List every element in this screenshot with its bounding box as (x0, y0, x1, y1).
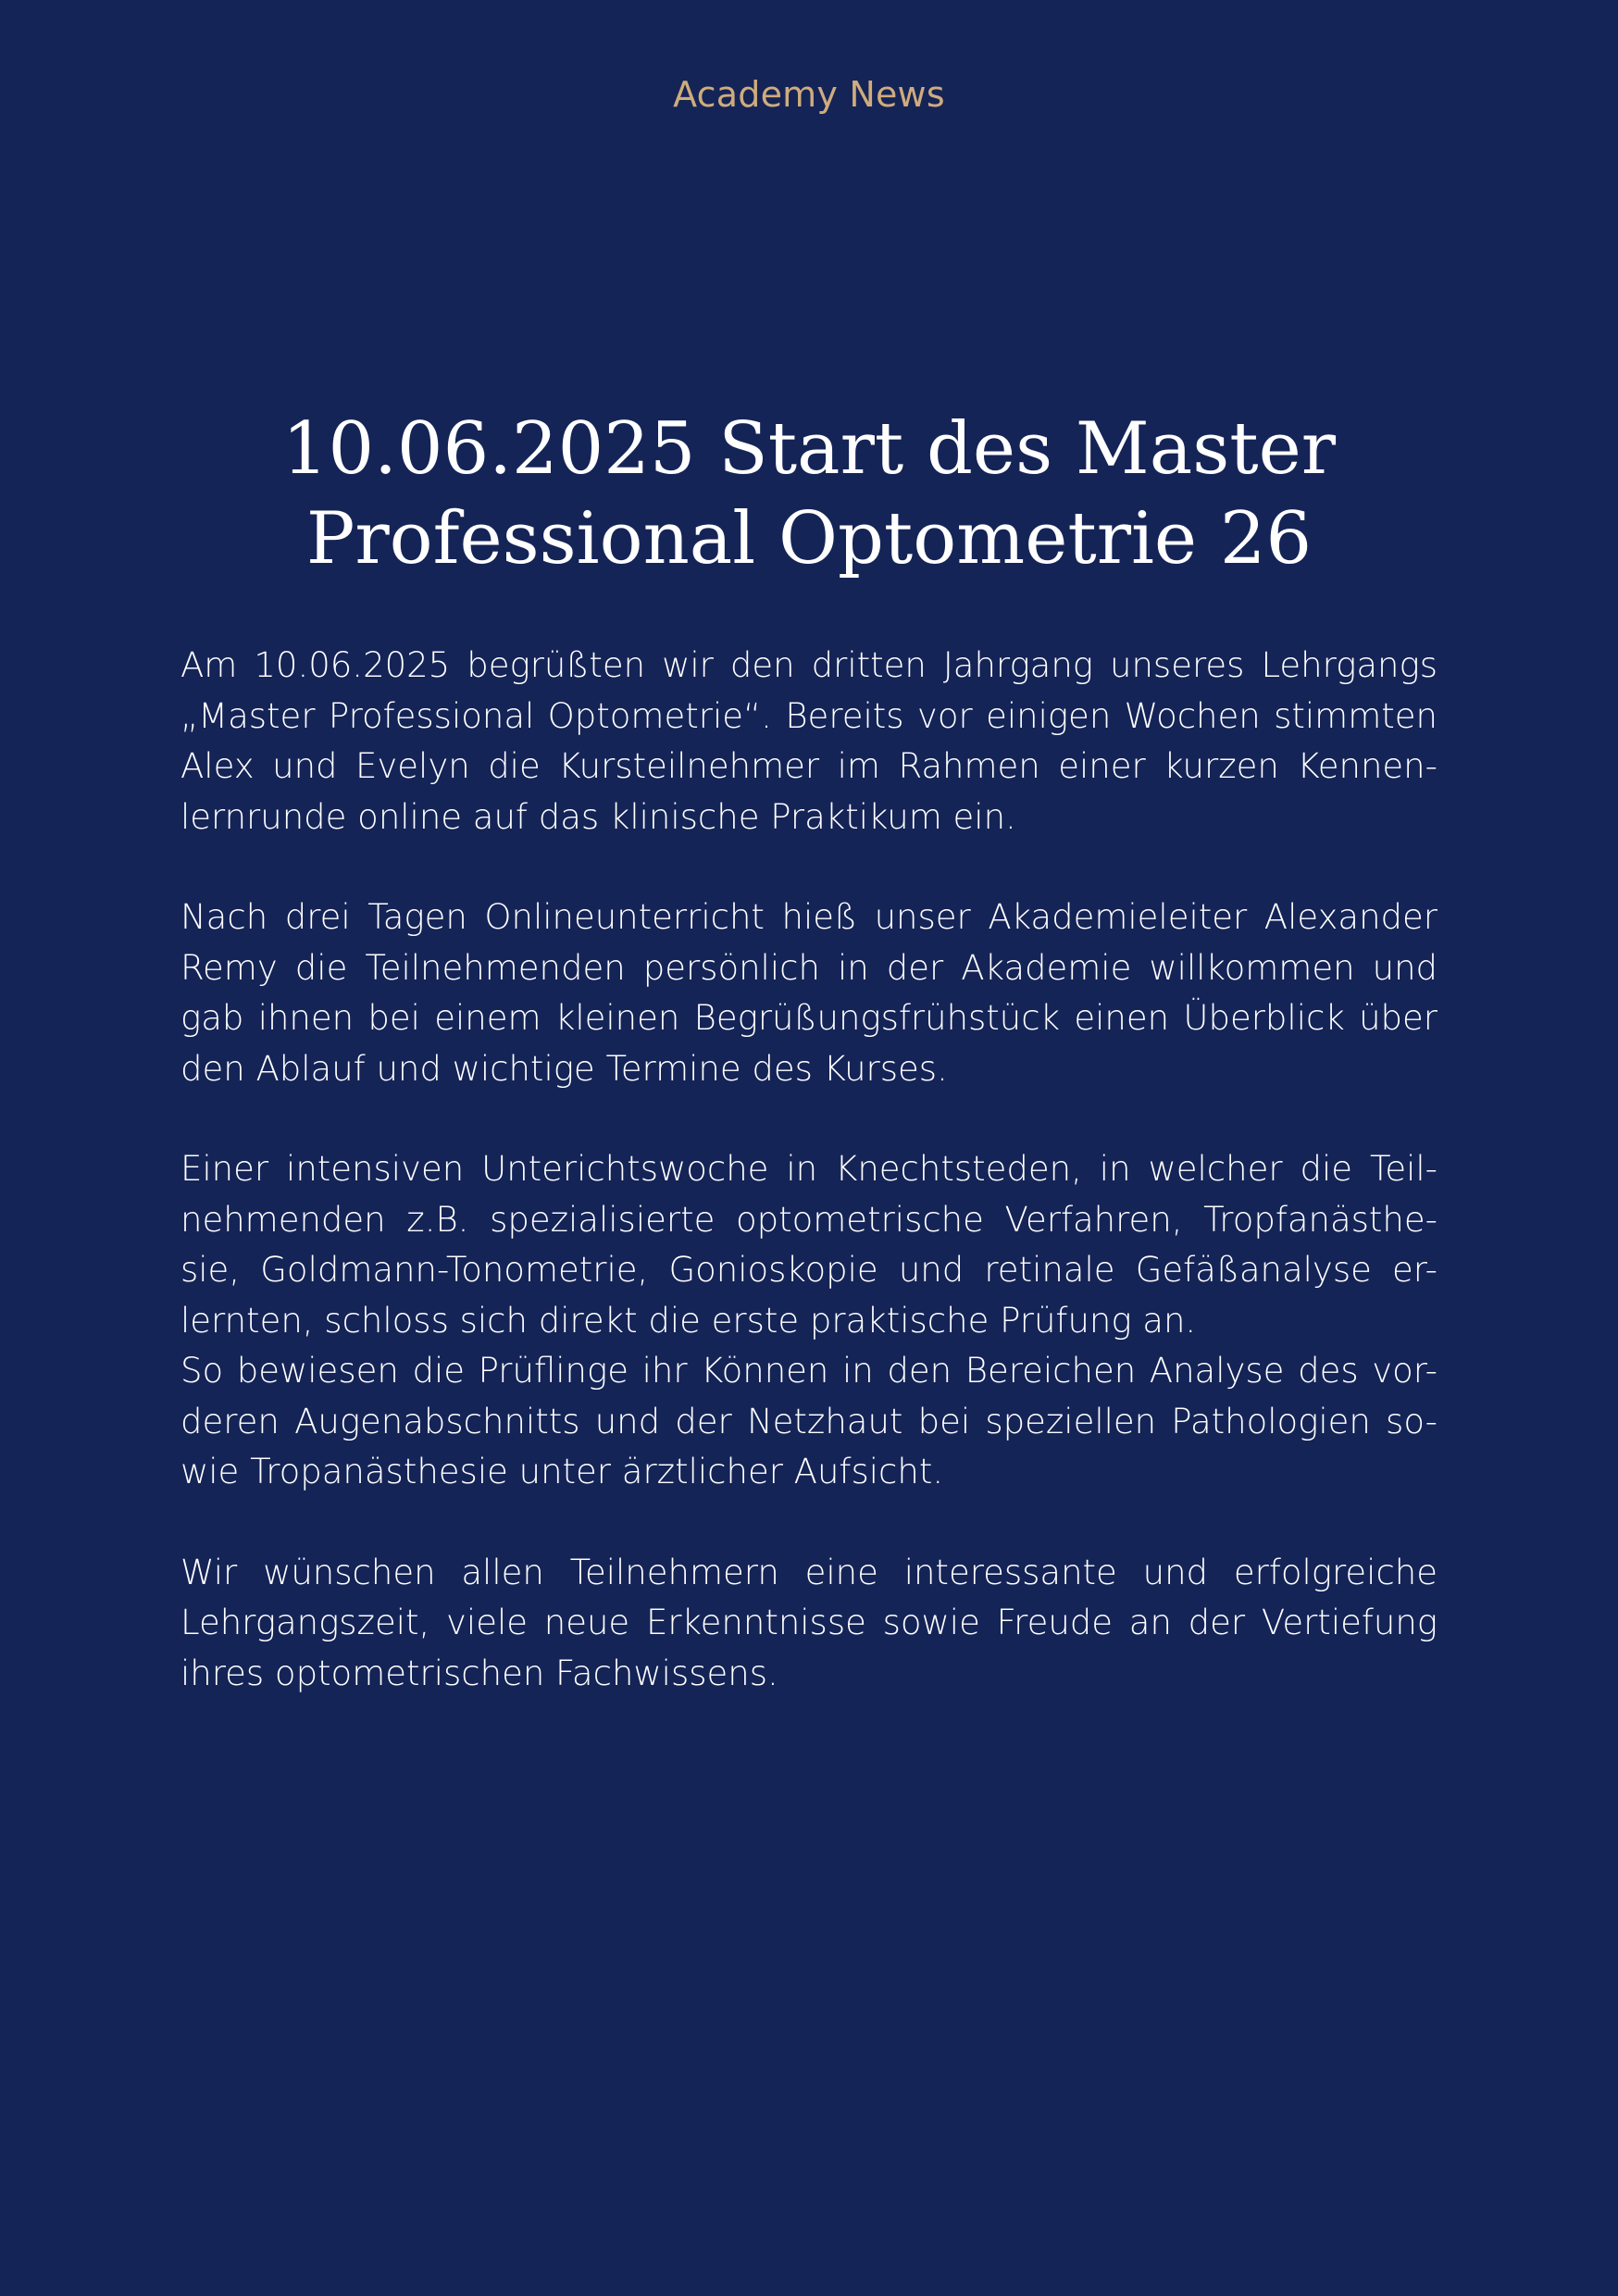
text-line: wie Tropanästhesie unter ärztlicher Aufsicht. (180, 1452, 944, 1491)
text-line: lernten, schloss sich direkt die erste praktische Prüfung an. (180, 1300, 1197, 1341)
article-paragraph (180, 1548, 1438, 1700)
article-title-line: 10.06.2025 Start des Master (281, 407, 1337, 491)
article-title-line: Professional Optometrie 26 (305, 497, 1313, 580)
section-kicker: Academy News (673, 74, 945, 115)
article-paragraph (180, 641, 1438, 842)
text-line: Alex und Evelyn die Kursteilnehmer im Rahmen einer kurzen Kennen- (180, 746, 1438, 786)
text-line: deren Augenabschnitts und der Netzhaut bei speziellen Pathologien so- (180, 1401, 1438, 1441)
text-line: ihres optometrischen Fachwissens. (180, 1653, 778, 1693)
article-paragraph (180, 1144, 1438, 1498)
article-body (180, 641, 1438, 1749)
text-line: Nach drei Tagen Onlineunterricht hieß unser Akademieleiter Alexander (180, 897, 1438, 937)
text-line: Remy die Teilnehmenden persönlich in der Akademie willkommen und (180, 947, 1438, 988)
text-line: den Ablauf und wichtige Termine des Kurses. (180, 1048, 948, 1089)
text-line: lernrunde online auf das klinische Praktikum ein. (180, 796, 1016, 837)
text-line: Wir wünschen allen Teilnehmern eine interessante und erfolgreiche (180, 1552, 1438, 1592)
text-line: gab ihnen bei einem kleinen Begrüßungsfrühstück einen Überblick über (180, 998, 1438, 1038)
text-line: Am 10.06.2025 begrüßten wir den dritten Jahrgang unseres Lehrgangs (180, 645, 1438, 685)
text-line: „Master Professional Optometrie“. Bereits vor einigen Wochen stimmten (180, 695, 1438, 736)
text-line: Lehrgangszeit, viele neue Erkenntnisse sowie Freude an der Vertiefung (180, 1603, 1438, 1642)
article-title (231, 405, 1387, 584)
article-paragraph (180, 892, 1438, 1094)
text-line: sie, Goldmann-Tonometrie, Gonioskopie und retinale Gefäßanalyse er- (180, 1250, 1438, 1290)
text-line: So bewiesen die Prüflinge ihr Können in den Bereichen Analyse des vor- (180, 1351, 1438, 1391)
text-line: nehmenden z.B. spezialisierte optometrische Verfahren, Tropfanästhe- (180, 1199, 1438, 1240)
text-line: Einer intensiven Unterichtswoche in Knechtsteden, in welcher die Teil- (180, 1149, 1438, 1189)
